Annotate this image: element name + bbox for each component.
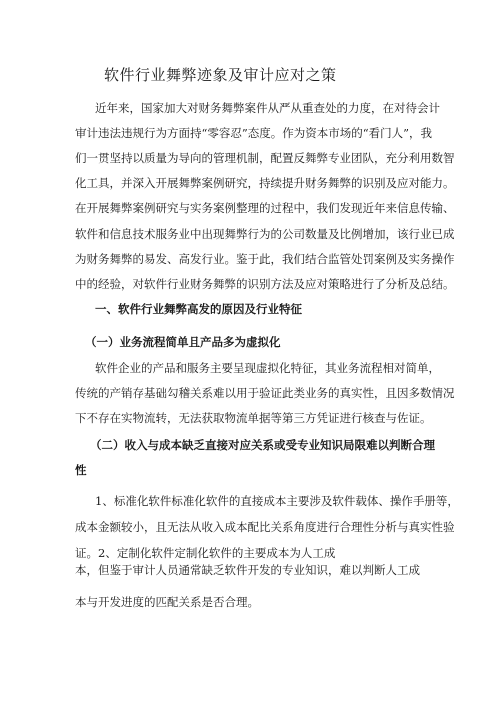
text-line: 中的经验，对软件行业财务舞弊的识别方法及应对策略进行了分析及总结。 [75, 277, 455, 291]
text-line: 下不存在实物流转，无法获取物流单据等第三方凭证进行核查与佐证。 [75, 411, 432, 425]
text-line: 软件企业的产品和服务主要呈现虚拟化特征，其业务流程相对简单， [95, 361, 440, 375]
text-line: 1、标准化软件标准化软件的直接成本主要涉及软件载体、操作手册等， [95, 494, 459, 508]
text-line: 在开展舞弊案例研究与实务案例整理的过程中，我们发现近年来信息传输、 [75, 201, 455, 215]
text-line: 传统的产销存基础勾稽关系难以用于验证此类业务的真实性，且因多数情况 [75, 386, 455, 400]
text-line: 化工具，并深入开展舞弊案例研究，持续提升财务舞弊的识别及应对能力。 [75, 176, 455, 190]
text-line: 审计违法违规行为方面持“零容忍”态度。作为资本市场的“看门人”，我 [75, 126, 433, 140]
document-title: 软件行业舞弊迹象及审计应对之策 [104, 66, 337, 84]
text-line: 们一贯坚持以质量为导向的管理机制，配置反舞弊专业团队，充分利用数智 [75, 151, 455, 165]
text-line: 证。2、定制化软件定制化软件的主要成本为人工成 [75, 546, 336, 560]
subsection-heading: （一）业务流程简单且产品多为虚拟化 [85, 335, 281, 349]
text-line: 为财务舞弊的易发、高发行业。鉴于此，我们结合监管处罚案例及实务操作 [75, 252, 455, 266]
section-heading: 一、软件行业舞弊高发的原因及行业特征 [95, 302, 302, 316]
text-line: 本与开发进度的匹配关系是否合理。 [75, 595, 259, 609]
text-line: 本，但鉴于审计人员通常缺乏软件开发的专业知识，难以判断人工成 [75, 563, 420, 577]
heading-line: 性 [75, 463, 87, 477]
text-line: 近年来，国家加大对财务舞弊案件从严从重查处的力度，在对待会计 [95, 101, 440, 115]
text-line: 成本金额较小，且无法从收入成本配比关系角度进行合理性分析与真实性验 [75, 520, 455, 534]
text-line: 软件和信息技术服务业中出现舞弊行为的公司数量及比例增加，该行业已成 [75, 227, 455, 241]
heading-line: （二）收入与成本缺乏直接对应关系或受专业知识局限难以判断合理 [90, 438, 435, 452]
